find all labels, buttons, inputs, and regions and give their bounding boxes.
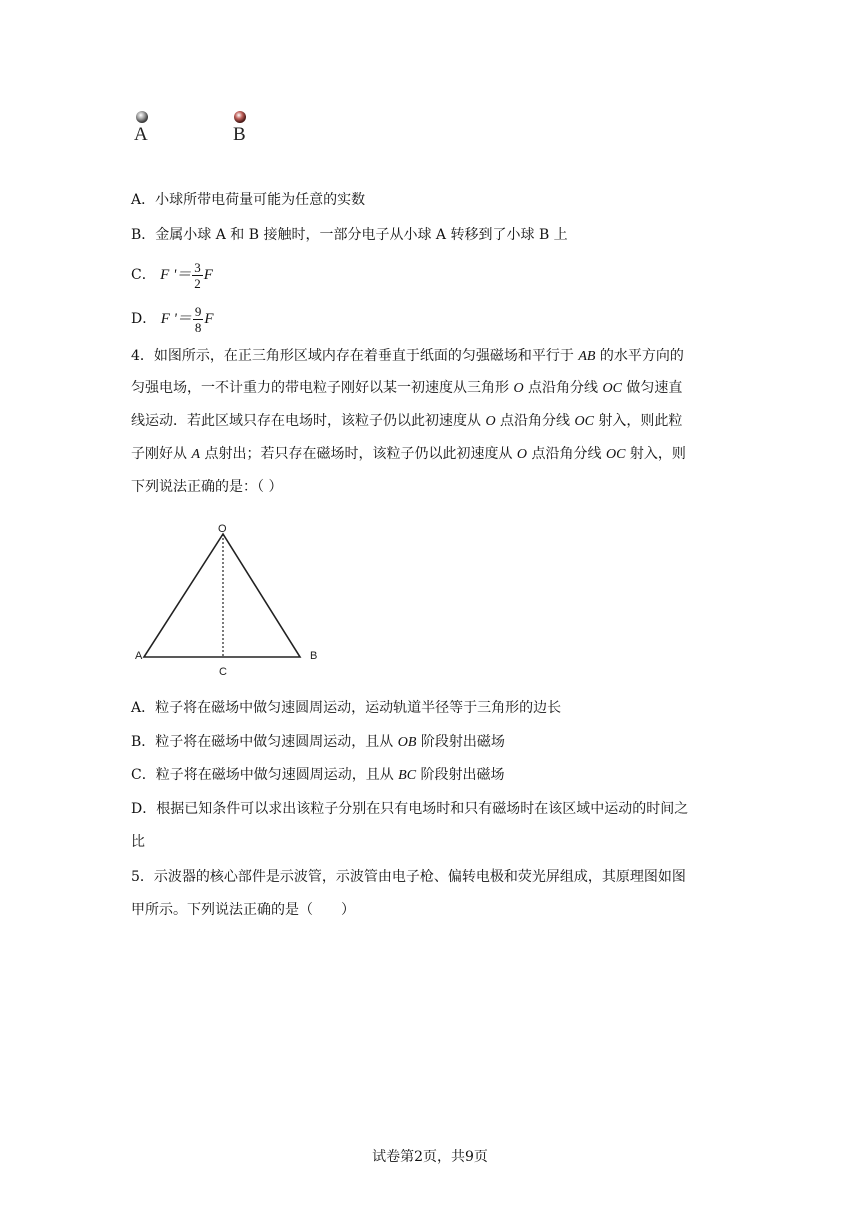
q4-text: 射入，则此粒: [593, 413, 683, 429]
q4-option-b-text: B．粒子将在磁场中做匀速圆周运动，且从: [131, 734, 398, 750]
triangle-graphic: [140, 530, 320, 670]
q3-option-d-prefix: D．: [131, 311, 157, 327]
equilateral-triangle: [144, 534, 300, 657]
ball-a: [136, 111, 148, 123]
triangle-label-b: B: [310, 650, 318, 662]
q4-text: 的水平方向的: [595, 348, 684, 364]
ball-b-label: B: [233, 124, 246, 145]
q4-text: 点射出；若只存在磁场时，该粒子仍以此初速度从: [200, 446, 517, 462]
page-footer: 试卷第2页，共9页: [372, 1149, 488, 1165]
q4-text: 匀强电场，一不计重力的带电粒子刚好以某一初速度从三角形: [131, 380, 514, 396]
q4-text: 做匀速直: [621, 380, 683, 396]
ball-a-label: A: [134, 124, 148, 145]
q4-stem-line-4: [131, 444, 686, 465]
triangle-label-a: A: [135, 650, 143, 662]
q3-option-b: B．金属小球 A 和 B 接触时，一部分电子从小球 A 转移到了小球 B 上: [131, 227, 568, 243]
q4-var-oc: OC: [605, 447, 626, 462]
q5-stem-line-2: 甲所示。下列说法正确的是（ ）: [131, 902, 355, 918]
triangle-label-o: O: [218, 523, 227, 535]
q4-option-c-text: 阶段射出磁场: [416, 767, 505, 783]
q4-stem-line-1: [131, 346, 684, 367]
q3-option-d-denominator: 8: [194, 319, 202, 335]
q3-option-d-rhs: F: [204, 311, 214, 327]
q4-var-ob: OB: [397, 735, 417, 750]
q3-option-c: [131, 258, 213, 292]
q4-text: 点沿角分线: [523, 380, 603, 396]
q3-option-a: A．小球所带电荷量可能为任意的实数: [131, 192, 366, 208]
q3-option-c-fraction: [192, 260, 203, 291]
q4-var-a: A: [191, 447, 201, 462]
q3-option-d-fraction: [193, 304, 204, 335]
q4-var-ab: AB: [578, 349, 596, 364]
q5-stem-line-1: 5．示波器的核心部件是示波管，示波管由电子枪、偏转电极和荧光屏组成，其原理图如图: [131, 869, 686, 885]
q4-var-oc: OC: [602, 381, 622, 396]
q4-var-o: O: [513, 381, 524, 396]
q4-option-b: [131, 732, 505, 753]
q4-option-c-text: C．粒子将在磁场中做匀速圆周运动，且从: [131, 767, 399, 783]
q4-text: 线运动．若此区域只存在电场时，该粒子仍以此初速度从: [131, 413, 486, 429]
q3-option-c-lhs: F '＝: [160, 267, 192, 283]
triangle-label-c: C: [219, 666, 227, 678]
q4-option-b-text: 阶段射出磁场: [416, 734, 505, 750]
q4-option-d-line-2: 比: [131, 834, 145, 850]
q3-option-d: [131, 302, 213, 336]
q4-text: 子刚好从: [131, 446, 192, 462]
q4-stem-line-3: [131, 411, 682, 432]
q4-text: 点沿角分线: [527, 446, 606, 462]
q4-var-bc: BC: [398, 768, 417, 783]
q4-text: 点沿角分线: [495, 413, 575, 429]
q3-option-c-numerator: 3: [194, 259, 201, 275]
q4-text: 4．如图所示，在正三角形区域内存在着垂直于纸面的匀强磁场和平行于: [131, 348, 579, 364]
q3-option-d-numerator: 9: [194, 303, 202, 319]
q4-var-oc: OC: [574, 414, 594, 429]
q3-option-c-rhs: F: [203, 267, 213, 283]
q4-text: 射入，则: [625, 446, 686, 462]
q4-option-c: [131, 765, 505, 786]
q4-var-o: O: [485, 414, 496, 429]
q4-stem-line-5: 下列说法正确的是：（ ）: [131, 479, 283, 495]
q3-option-c-denominator: 2: [194, 275, 201, 291]
q4-var-o: O: [516, 447, 528, 462]
ball-b: [234, 111, 246, 123]
q4-stem-line-2: [131, 378, 682, 399]
q3-option-d-lhs: F '＝: [160, 311, 192, 327]
q4-option-a: A．粒子将在磁场中做匀速圆周运动，运动轨道半径等于三角形的边长: [131, 700, 562, 716]
q4-option-d-line-1: D．根据已知条件可以求出该粒子分别在只有电场时和只有磁场时在该区域中运动的时间之: [131, 801, 689, 817]
q3-option-c-prefix: C．: [131, 267, 156, 283]
